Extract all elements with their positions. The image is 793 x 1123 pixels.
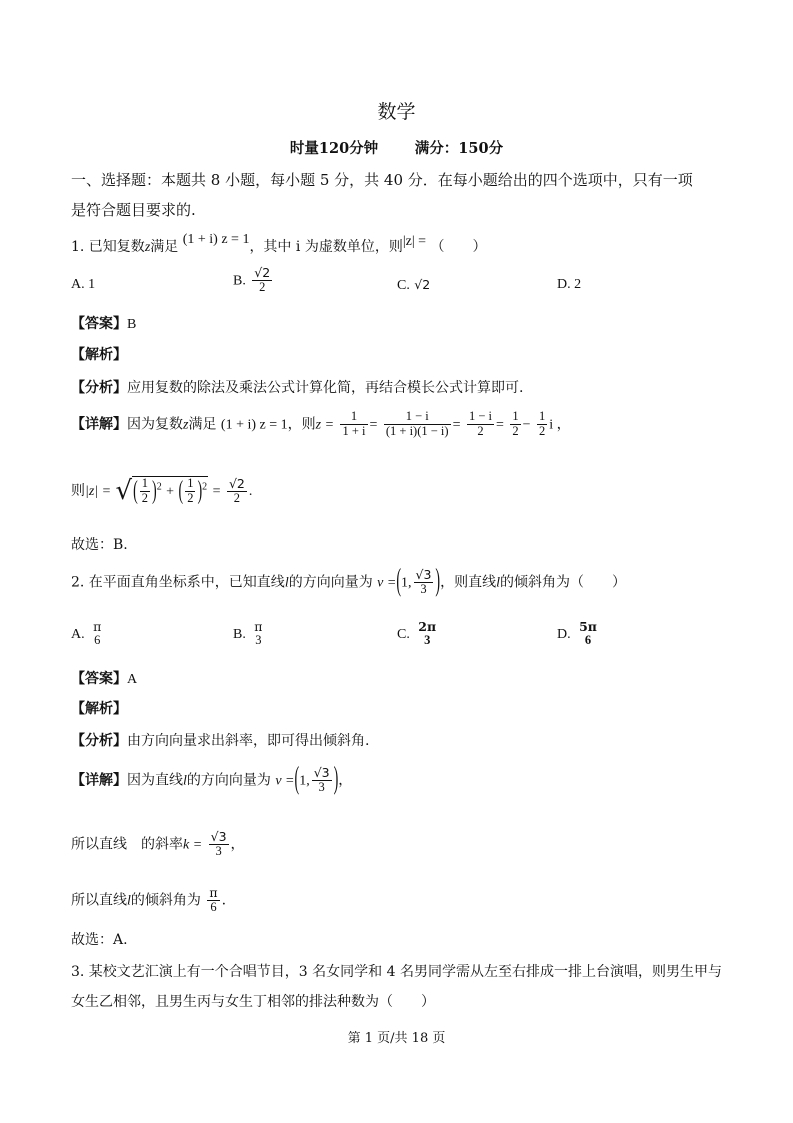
q2-option-b: B. π 3 xyxy=(233,619,263,647)
q2-angle: 所以直线l的倾斜角为 $\frac{\pi}{6}$ . xyxy=(71,885,227,914)
q1-option-a: A. 1 xyxy=(71,277,96,292)
exam-score: 满分：150分 xyxy=(414,140,504,157)
q1-answer: 【答案】B xyxy=(71,316,137,332)
q1-stem: 1. 已知复数z满足 (1 + i) z = 1，其中 i 为虚数单位，则|z| = （ ） xyxy=(71,232,487,255)
page-title: 数学 xyxy=(377,101,416,123)
exam-info xyxy=(0,137,793,158)
q1-option-d: D. 2 xyxy=(557,277,582,292)
q1-choose: 故选：B. xyxy=(71,537,128,553)
q1-abs-z: |z| = xyxy=(402,234,427,249)
q2-option-a: A. π 6 xyxy=(71,619,102,647)
q2-stem: 2. 在平面直角坐标系中，已知直线l的方向向量为 v =(1, $\frac{√3}{3}$ )，则直线l的倾斜角为（ ） xyxy=(71,564,626,600)
q2-fenxi: 【分析】由方向向量求出斜率，即可得出倾斜角. xyxy=(71,733,370,749)
q1-fenxi: 【分析】应用复数的除法及乘法公式计算化简，再结合模长公式计算即可. xyxy=(71,380,524,396)
q1-modulus: 则|z| = √( $\frac{1}{2}$ )$^2$ + ( $\frac{1}{2}$ )$^2$ = $\frac{√2}{2}$ . xyxy=(71,475,253,506)
q3-stem-line1: 3. 某校文艺汇演上有一个合唱节目，3 名女同学和 4 名男同学需从左至右排成一排上台演唱，则男生甲与 xyxy=(71,964,722,980)
section-heading-line1: 一、选择题：本题共 8 小题，每小题 5 分，共 40 分．在每小题给出的四个选项中，只有一项 xyxy=(71,171,693,189)
q1-xiangjie: 【详解】因为复数z满足 (1 + i) z = 1，则z = $\frac{1}{1 + i}$ = $\frac{1 - i}{(1 + i)(1 - i)}$ = $\frac{1 - i}{2}$ = $\frac{1}{2}$ − $\frac{1}{2}$ i ， xyxy=(71,409,571,438)
section-heading-line2: 是符合题目要求的. xyxy=(71,201,196,219)
q2-option-d: D. 5π 6 xyxy=(557,619,597,647)
q2-xiangjie: 【详解】因为直线l的方向向量为 v =(1, $\frac{√3}{3}$ )， xyxy=(71,762,353,798)
q2-choose: 故选：A. xyxy=(71,932,128,948)
q2-analysis-tag: 【解析】 xyxy=(71,701,127,717)
q2-answer: 【答案】A xyxy=(71,671,138,687)
q1-analysis-tag: 【解析】 xyxy=(71,347,127,363)
q2-slope: 所以直线 的斜率k = $\frac{√3}{3}$ ， xyxy=(71,829,245,858)
page-footer: 第 1 页/共 18 页 xyxy=(347,1031,446,1046)
q1-option-b: B. $\frac{√2}{2}$ xyxy=(233,265,271,294)
q2-option-c: C. 2π 3 xyxy=(397,619,437,647)
exam-time: 时量120分钟 xyxy=(289,140,379,157)
q1-option-c: C. √2 xyxy=(397,277,431,293)
q1-equation: (1 + i) z = 1 xyxy=(182,232,250,247)
q3-stem-line2: 女生乙相邻，且男生丙与女生丁相邻的排法种数为（ ） xyxy=(71,994,435,1010)
